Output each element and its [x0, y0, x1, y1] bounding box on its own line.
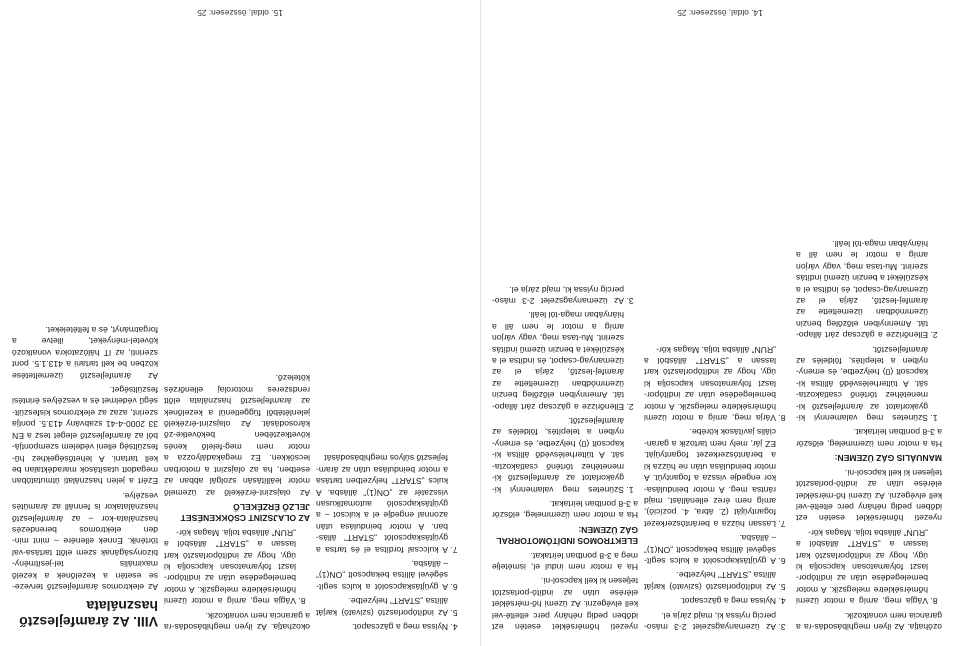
numbered-list — [492, 283, 638, 494]
section-heading: ELEKTROMOS INDÍTÓMOTORRAL GÁZ ÜZEMEN: — [496, 524, 638, 547]
column — [164, 28, 310, 632]
paragraph: Ha a motor nem üzemmeleg, először a 3-8 pontban leírtakat. — [796, 427, 942, 449]
list-item: 3. Az üzemanyagszelet 2-3 máso-percig nyissa ki, majd zárja el. — [644, 609, 776, 632]
list-item: 1. Szünetes meg valamennyi ki-gyakorlatot az áramfejlesztő ki-menetéhez történő csatlakozta-sát. A túlterhelésvédő állítsa ki-kapcsolt (0) helyzetbe, és emeny-nyiben a telepítés, földelés az áramfejlesztőt. — [796, 343, 928, 423]
section-heading: AZ OLAJSZINT CSÖKKENÉSET JELZŐ ÉRZÉKELŐ — [180, 501, 310, 524]
paragraph: Ha a motor nem üzemmeleg, először a 3-8 pontban leírtakat. — [492, 498, 638, 521]
list-item: 2. Ellenőrizze a gázcsap zárt állapo-tát. Amennyiben előzőleg benzin üzemmódban üzemeltette az áramfej-lesztő, zárja el az üzemanyag-csapot, és indítsa el a készüléket a benzin üzemű indítás szerint. Mu-tasa meg, vagy várjon amíg a motor le nem áll a hiányában maga-tól leáll. — [796, 238, 928, 341]
paragraph: nyezeti hőmérséklet esetén ezt időben pedig néhány perc eltelté-vel kell elvégezni. Az üzemi hő-mérséklet elérése után az indító-porlasztót teljesen ki kell kapcsol-ni. — [492, 576, 638, 632]
numbered-list — [164, 526, 310, 606]
list-item: 8. Vágja meg, amíg a motor üzemi hőmérsékletre melegszik. A motor bemelegedése után az indítópor-laszt folyamatosan kapcsolja ki úgy, hogy az indítóporlasztó kart lassan a „START” állásból a „RUN” állásba tolja. Magas kör- — [796, 526, 928, 606]
list-item: 2. Ellenőrizze a gázcsap zárt állapo-tát. Amennyiben előzőleg benzin üzemmódban üzemeltette az áramfej-lesztő, zárja el az üzemanyag-csapot, és indítsa el a készüléket a benzin üzemű indítás szerint. Mu-tasa meg, vagy várjon amíg a motor le nem áll a hiányában maga-tól leáll. — [492, 309, 624, 412]
paragraph: okozhatja. Az ilyen meghibásodás-ra a garancia nem vonatkozik. — [164, 610, 310, 632]
page-14 — [480, 0, 960, 646]
list-item: 7. A kulccsal fordítsa el és tartsa a gyújtáskapcsolót „START” állás-ban. A motor beindulása után azonnal engedje el a kulcsot – a gyújtáskapcsoló automatikusan visszatér az „ON(1)” állásba. A kulcs „START” helyzetben tartása a motor beindulása után az áram-fejlesztő súlyos meghibásodását — [316, 452, 448, 555]
column — [492, 28, 638, 632]
list-item: 7. Lassan húzza a berántószerkezet fogantyúját (2. ábra, 4. pozíció), amíg nem érez ellenállást, majd rántsa meg. A motor beindulása-kor engedje vissza a fogantyút. A motor beindulása után ne húzza ki a berántószerkezet fogantyúját. EZ jár, mely nem tartozik a garan-ciális javítások körébe. — [644, 426, 776, 529]
list-item: 6. A gyújtáskapcsolót a kulcs segít-ségével állítsa bekapcsolt „ON(1)” – állásba. — [644, 532, 776, 566]
list-item: 4. Nyissa meg a gázcsapot. — [316, 621, 448, 632]
list-item: 6. A gyújtáskapcsolót a kulcs segít-ségével állítsa bekapcsolt „ON(1)” – állásba. — [316, 558, 448, 592]
column — [316, 28, 462, 632]
numbered-list — [796, 238, 942, 424]
paragraph: Ezért a jelen használati útmutatóban megadott utasítások maradéktalan be kell tartani. A lehetőségekhez hű-feszültség elleni védelem szempontjá-ból az áramfejlesztő eleget tesz a EN 33 2000-4-41 szabvány 413.5. pontja szerint, azaz az elektromos kisfeszült-ségű védelmet és a veszélyes érintési feszültséget. — [12, 385, 158, 487]
page-footer: 14. oldal, összesen: 25 — [677, 8, 763, 18]
column — [12, 28, 158, 632]
paragraph: Az olajszint-érzékelő az üzemelő motor leállításán szolgál abban az esetben, ha az olajszint a motorban lecsökken. Ez megakadályozza a motor nem meg-felelő kenés következtében bekövetke-ző károsodását. Az olajszint-érzékelő jelenlétéből függetlenül a kezelőnek az áramfejlesztő használata előtt rendszeres motorolaj ellenőrzés kötelező. — [164, 373, 310, 498]
paragraph: nyezeti hőmérséklet esetén ezt időben pedig néhány perc eltelté-vel kell elvégezni. Az üzemi hő-mérséklet elérése után az indító-porlasztót teljesen ki kell kapcsol-ni. — [796, 467, 942, 524]
numbered-list — [644, 343, 790, 632]
list-item: 8. Várja meg, amíg a motor üzemi hőmérsékletre melegszik. A motor bemelegedése után az indítópor-laszt folyamatosan kapcsolja ki úgy, hogy az indítóporlasztó kart lassan a „START” állásból a „RUN” állásba tolja. Magas kör- — [644, 343, 776, 423]
page-footer: 15. oldal, összesen: 25 — [197, 8, 283, 18]
list-item: 3. Az üzemanyagszelet 2-3 máso-percig nyissa ki, majd zárja el. — [492, 283, 624, 306]
column — [796, 28, 942, 632]
section-heading: MANUÁLIS GÁZ ÜZEMEN: — [834, 453, 942, 464]
list-item: 4. Nyissa meg a gázcsapot. — [644, 595, 776, 606]
list-item: 5. Az indítóporlasztó (szivató) karját állítsa „START” helyzetbe. — [316, 595, 448, 618]
numbered-list — [316, 452, 462, 632]
list-item: 1. Szünetes meg valamennyi ki-gyakorlatot az áramfejlesztő ki-menetéhez történő csatlakozta-sát. A túlterhelésvédő állítsa ki-kapcsolt (0) helyzetbe, és emeny-nyiben a telepítés, földelés az áramfejlesztőt. — [492, 415, 624, 495]
page-divider — [480, 0, 481, 646]
chapter-title: VIII. Az áramfejlesztő használata — [19, 598, 158, 630]
paragraph: Ha a motor nem indul el, ismételje meg a 3-8 pontban leírtakat. — [492, 550, 638, 572]
list-item: 5. Az indítóporlasztó (szivató) karját állítsa „START” helyzetbe. — [644, 569, 776, 592]
paragraph: Az elektromos áramfejlesztő terveze-se esetén a kezelőnek a kezelő maximális tel-jesítmény-bizonyságának szem előtt tartása-val történik. Ennek ellenére – mint min-den elektromos berendezés használata-kor – az áramfejlesztő használatakor is fennáll az áramütés veszélye. — [12, 490, 158, 592]
list-item: 8. Vágja meg, amíg a motor üzemi hőmérsékletre melegszik. A motor bemelegedése után az indítópor-laszt folyamatosan kapcsolja ki úgy, hogy az indítóporlasztó kart lassan a „START” állásból a „RUN” állásba tolja. Magas kör- — [164, 526, 296, 606]
numbered-list — [796, 526, 942, 606]
paragraph: ozóhatja. Az ilyen meghibásodás-ra a garancia nem vonatkozik. — [796, 610, 942, 632]
paragraph: Az áramfejlesztő üzemeltetése közben be kell tartani a 413.1.5. pont szerinti, az IT hálózatokra vonatkozó követel-ményeket, illetve a forgatmányt, és a feltételeket. — [12, 325, 158, 381]
column — [644, 28, 790, 632]
